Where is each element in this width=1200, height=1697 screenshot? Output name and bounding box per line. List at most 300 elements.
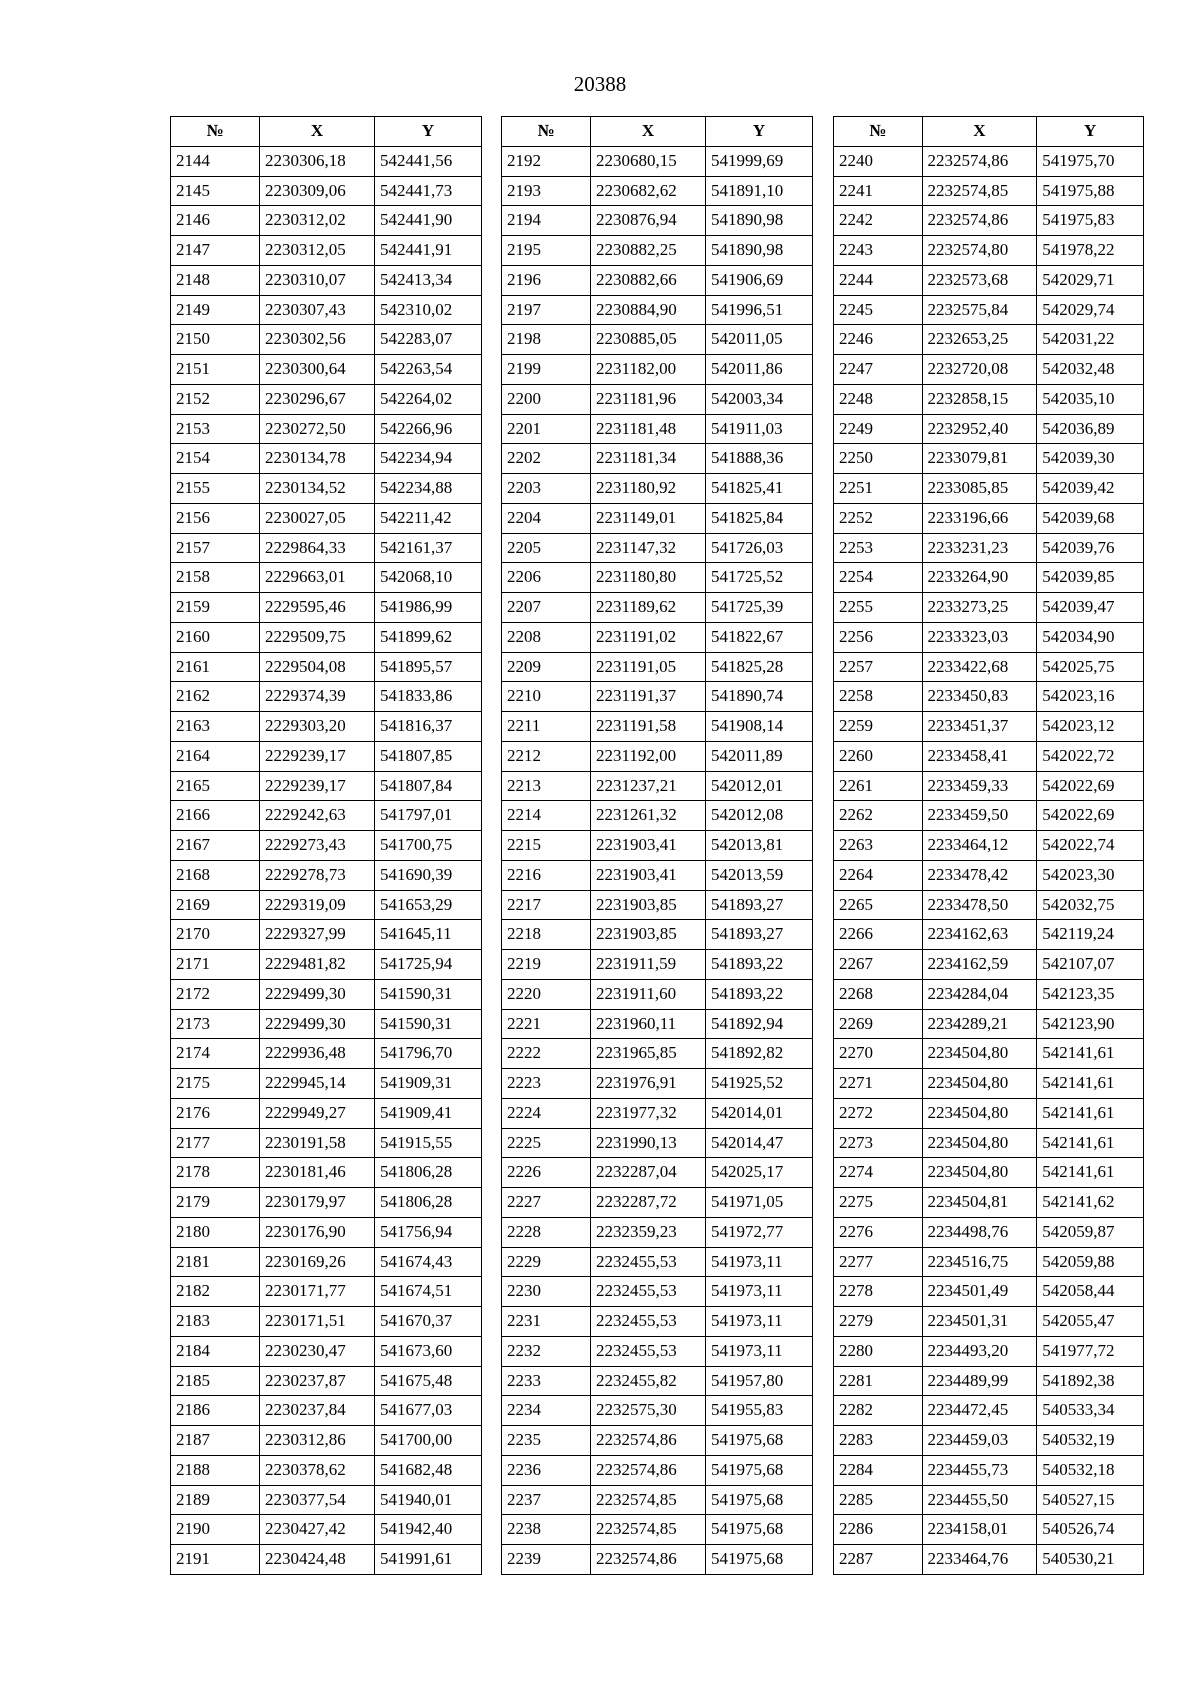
y-coordinate: 542023,30 (1037, 860, 1144, 890)
x-coordinate: 2231180,80 (591, 563, 706, 593)
point-number: 2272 (834, 1098, 923, 1128)
table-row (834, 1307, 1144, 1337)
table-row (502, 1336, 813, 1366)
table-row (502, 682, 813, 712)
table-row (834, 146, 1144, 176)
y-coordinate: 542266,96 (375, 414, 482, 444)
coordinate-table-1 (170, 116, 482, 1575)
point-number: 2227 (502, 1188, 591, 1218)
x-coordinate: 2231977,32 (591, 1098, 706, 1128)
table-row (502, 741, 813, 771)
table-row (502, 444, 813, 474)
point-number: 2244 (834, 265, 923, 295)
y-coordinate: 542011,86 (706, 355, 813, 385)
x-coordinate: 2234504,80 (922, 1039, 1037, 1069)
point-number: 2149 (171, 295, 260, 325)
table-row (171, 652, 482, 682)
y-coordinate: 542012,08 (706, 801, 813, 831)
table-row (171, 236, 482, 266)
table-row (502, 1009, 813, 1039)
table-row (171, 741, 482, 771)
x-coordinate: 2232455,53 (591, 1336, 706, 1366)
table-row (502, 593, 813, 623)
point-number: 2280 (834, 1336, 923, 1366)
y-coordinate: 542011,89 (706, 741, 813, 771)
table-row (502, 236, 813, 266)
point-number: 2153 (171, 414, 260, 444)
table-row (834, 1247, 1144, 1277)
header-row (171, 117, 482, 147)
coordinate-table-3 (833, 116, 1144, 1575)
y-coordinate: 541890,74 (706, 682, 813, 712)
y-coordinate: 541645,11 (375, 920, 482, 950)
point-number: 2188 (171, 1455, 260, 1485)
x-coordinate: 2232858,15 (922, 384, 1037, 414)
x-coordinate: 2231911,59 (591, 950, 706, 980)
x-coordinate: 2233196,66 (922, 503, 1037, 533)
table-row (834, 503, 1144, 533)
point-number: 2242 (834, 206, 923, 236)
table-row (834, 1515, 1144, 1545)
y-coordinate: 542014,01 (706, 1098, 813, 1128)
y-coordinate: 542441,56 (375, 146, 482, 176)
point-number: 2183 (171, 1307, 260, 1337)
x-coordinate: 2229242,63 (260, 801, 375, 831)
x-coordinate: 2229504,08 (260, 652, 375, 682)
coordinate-tables (170, 116, 1144, 1568)
y-coordinate: 542012,01 (706, 771, 813, 801)
y-coordinate: 541833,86 (375, 682, 482, 712)
table-row (171, 1247, 482, 1277)
point-number: 2271 (834, 1069, 923, 1099)
point-number: 2246 (834, 325, 923, 355)
point-number: 2199 (502, 355, 591, 385)
table-row (171, 265, 482, 295)
column-header-number: № (502, 117, 591, 147)
x-coordinate: 2231149,01 (591, 503, 706, 533)
table-row (834, 444, 1144, 474)
x-coordinate: 2234504,80 (922, 1128, 1037, 1158)
point-number: 2284 (834, 1455, 923, 1485)
y-coordinate: 542141,61 (1037, 1069, 1144, 1099)
y-coordinate: 542055,47 (1037, 1307, 1144, 1337)
point-number: 2170 (171, 920, 260, 950)
y-coordinate: 541726,03 (706, 533, 813, 563)
y-coordinate: 542013,81 (706, 831, 813, 861)
y-coordinate: 542441,90 (375, 206, 482, 236)
table-row (834, 1098, 1144, 1128)
x-coordinate: 2229273,43 (260, 831, 375, 861)
x-coordinate: 2229864,33 (260, 533, 375, 563)
table-row (834, 206, 1144, 236)
y-coordinate: 541971,05 (706, 1188, 813, 1218)
point-number: 2267 (834, 950, 923, 980)
x-coordinate: 2233079,81 (922, 444, 1037, 474)
table-row (502, 1485, 813, 1515)
table-row (502, 950, 813, 980)
table-row (171, 1128, 482, 1158)
y-coordinate: 541725,52 (706, 563, 813, 593)
point-number: 2286 (834, 1515, 923, 1545)
x-coordinate: 2232653,25 (922, 325, 1037, 355)
point-number: 2252 (834, 503, 923, 533)
x-coordinate: 2232575,30 (591, 1396, 706, 1426)
x-coordinate: 2234162,63 (922, 920, 1037, 950)
x-coordinate: 2231903,41 (591, 860, 706, 890)
y-coordinate: 541822,67 (706, 622, 813, 652)
table-row (502, 1098, 813, 1128)
point-number: 2251 (834, 474, 923, 504)
y-coordinate: 541893,22 (706, 979, 813, 1009)
x-coordinate: 2234158,01 (922, 1515, 1037, 1545)
point-number: 2203 (502, 474, 591, 504)
x-coordinate: 2232720,08 (922, 355, 1037, 385)
table-row (834, 325, 1144, 355)
y-coordinate: 542029,71 (1037, 265, 1144, 295)
point-number: 2163 (171, 712, 260, 742)
table-row (834, 1069, 1144, 1099)
point-number: 2180 (171, 1217, 260, 1247)
column-header-number: № (834, 117, 923, 147)
x-coordinate: 2232574,86 (591, 1545, 706, 1575)
table-row (502, 622, 813, 652)
point-number: 2259 (834, 712, 923, 742)
point-number: 2278 (834, 1277, 923, 1307)
point-number: 2273 (834, 1128, 923, 1158)
x-coordinate: 2233478,42 (922, 860, 1037, 890)
y-coordinate: 542034,90 (1037, 622, 1144, 652)
y-coordinate: 541807,85 (375, 741, 482, 771)
table-row (171, 384, 482, 414)
table-row (834, 1277, 1144, 1307)
y-coordinate: 541825,41 (706, 474, 813, 504)
x-coordinate: 2232574,86 (922, 146, 1037, 176)
y-coordinate: 541957,80 (706, 1366, 813, 1396)
x-coordinate: 2231181,34 (591, 444, 706, 474)
table-row (171, 1188, 482, 1218)
x-coordinate: 2234489,99 (922, 1366, 1037, 1396)
x-coordinate: 2234455,73 (922, 1455, 1037, 1485)
y-coordinate: 541825,28 (706, 652, 813, 682)
table-row (502, 206, 813, 236)
table-row (834, 1426, 1144, 1456)
y-coordinate: 540533,34 (1037, 1396, 1144, 1426)
x-coordinate: 2231180,92 (591, 474, 706, 504)
x-coordinate: 2232574,86 (591, 1426, 706, 1456)
x-coordinate: 2230312,86 (260, 1426, 375, 1456)
point-number: 2237 (502, 1485, 591, 1515)
table-row (834, 295, 1144, 325)
point-number: 2192 (502, 146, 591, 176)
x-coordinate: 2233451,37 (922, 712, 1037, 742)
table-row (834, 712, 1144, 742)
table-row (171, 563, 482, 593)
y-coordinate: 541891,10 (706, 176, 813, 206)
y-coordinate: 541975,70 (1037, 146, 1144, 176)
table-row (834, 1128, 1144, 1158)
y-coordinate: 542263,54 (375, 355, 482, 385)
point-number: 2169 (171, 890, 260, 920)
table-row (171, 1307, 482, 1337)
table-row (171, 1485, 482, 1515)
point-number: 2216 (502, 860, 591, 890)
y-coordinate: 541911,03 (706, 414, 813, 444)
table-row (502, 1039, 813, 1069)
y-coordinate: 540527,15 (1037, 1485, 1144, 1515)
point-number: 2167 (171, 831, 260, 861)
point-number: 2281 (834, 1366, 923, 1396)
y-coordinate: 541908,14 (706, 712, 813, 742)
point-number: 2208 (502, 622, 591, 652)
x-coordinate: 2232574,85 (922, 176, 1037, 206)
y-coordinate: 541890,98 (706, 236, 813, 266)
x-coordinate: 2234493,20 (922, 1336, 1037, 1366)
point-number: 2268 (834, 979, 923, 1009)
point-number: 2257 (834, 652, 923, 682)
y-coordinate: 541690,39 (375, 860, 482, 890)
point-number: 2279 (834, 1307, 923, 1337)
y-coordinate: 541700,75 (375, 831, 482, 861)
x-coordinate: 2234162,59 (922, 950, 1037, 980)
table-row (502, 920, 813, 950)
table-row (834, 1366, 1144, 1396)
x-coordinate: 2234501,31 (922, 1307, 1037, 1337)
point-number: 2287 (834, 1545, 923, 1575)
y-coordinate: 541700,00 (375, 1426, 482, 1456)
x-coordinate: 2231965,85 (591, 1039, 706, 1069)
y-coordinate: 542058,44 (1037, 1277, 1144, 1307)
table-row (171, 295, 482, 325)
point-number: 2240 (834, 146, 923, 176)
x-coordinate: 2229327,99 (260, 920, 375, 950)
x-coordinate: 2231237,21 (591, 771, 706, 801)
y-coordinate: 541973,11 (706, 1247, 813, 1277)
y-coordinate: 541816,37 (375, 712, 482, 742)
table-row (502, 1396, 813, 1426)
y-coordinate: 542059,88 (1037, 1247, 1144, 1277)
table-row (171, 622, 482, 652)
table-row (171, 146, 482, 176)
x-coordinate: 2230885,05 (591, 325, 706, 355)
table-row (834, 1188, 1144, 1218)
x-coordinate: 2230377,54 (260, 1485, 375, 1515)
y-coordinate: 541909,31 (375, 1069, 482, 1099)
point-number: 2269 (834, 1009, 923, 1039)
point-number: 2206 (502, 563, 591, 593)
table-row (171, 1039, 482, 1069)
point-number: 2258 (834, 682, 923, 712)
y-coordinate: 542013,59 (706, 860, 813, 890)
point-number: 2232 (502, 1336, 591, 1366)
y-coordinate: 541999,69 (706, 146, 813, 176)
y-coordinate: 541892,38 (1037, 1366, 1144, 1396)
x-coordinate: 2231990,13 (591, 1128, 706, 1158)
y-coordinate: 541895,57 (375, 652, 482, 682)
y-coordinate: 541991,61 (375, 1545, 482, 1575)
y-coordinate: 541975,68 (706, 1426, 813, 1456)
x-coordinate: 2229278,73 (260, 860, 375, 890)
point-number: 2262 (834, 801, 923, 831)
y-coordinate: 542413,34 (375, 265, 482, 295)
table-row (834, 890, 1144, 920)
y-coordinate: 541892,94 (706, 1009, 813, 1039)
point-number: 2276 (834, 1217, 923, 1247)
x-coordinate: 2230302,56 (260, 325, 375, 355)
x-coordinate: 2230272,50 (260, 414, 375, 444)
x-coordinate: 2232952,40 (922, 414, 1037, 444)
y-coordinate: 542059,87 (1037, 1217, 1144, 1247)
y-coordinate: 541806,28 (375, 1158, 482, 1188)
y-coordinate: 541673,60 (375, 1336, 482, 1366)
y-coordinate: 542107,07 (1037, 950, 1144, 980)
y-coordinate: 541975,68 (706, 1515, 813, 1545)
x-coordinate: 2234516,75 (922, 1247, 1037, 1277)
y-coordinate: 540526,74 (1037, 1515, 1144, 1545)
table-row (502, 1366, 813, 1396)
x-coordinate: 2231903,85 (591, 890, 706, 920)
point-number: 2209 (502, 652, 591, 682)
x-coordinate: 2230307,43 (260, 295, 375, 325)
y-coordinate: 540530,21 (1037, 1545, 1144, 1575)
table-row (834, 920, 1144, 950)
table-row (834, 1217, 1144, 1247)
y-coordinate: 542141,61 (1037, 1039, 1144, 1069)
point-number: 2205 (502, 533, 591, 563)
point-number: 2277 (834, 1247, 923, 1277)
point-number: 2282 (834, 1396, 923, 1426)
y-coordinate: 542161,37 (375, 533, 482, 563)
table-row (834, 265, 1144, 295)
x-coordinate: 2232574,85 (591, 1485, 706, 1515)
point-number: 2174 (171, 1039, 260, 1069)
point-number: 2182 (171, 1277, 260, 1307)
table-row (834, 236, 1144, 266)
point-number: 2195 (502, 236, 591, 266)
table-row (834, 979, 1144, 1009)
y-coordinate: 542211,42 (375, 503, 482, 533)
x-coordinate: 2234472,45 (922, 1396, 1037, 1426)
table-row (502, 1069, 813, 1099)
point-number: 2194 (502, 206, 591, 236)
x-coordinate: 2229303,20 (260, 712, 375, 742)
y-coordinate: 541975,88 (1037, 176, 1144, 206)
table-row (834, 355, 1144, 385)
table-row (171, 860, 482, 890)
table-row (502, 771, 813, 801)
table-row (834, 1485, 1144, 1515)
table-row (834, 414, 1144, 444)
y-coordinate: 541725,94 (375, 950, 482, 980)
y-coordinate: 542029,74 (1037, 295, 1144, 325)
y-coordinate: 541975,68 (706, 1485, 813, 1515)
point-number: 2266 (834, 920, 923, 950)
x-coordinate: 2232574,86 (922, 206, 1037, 236)
point-number: 2250 (834, 444, 923, 474)
table-row (834, 741, 1144, 771)
y-coordinate: 542141,61 (1037, 1098, 1144, 1128)
x-coordinate: 2233459,33 (922, 771, 1037, 801)
point-number: 2187 (171, 1426, 260, 1456)
x-coordinate: 2233464,12 (922, 831, 1037, 861)
x-coordinate: 2229949,27 (260, 1098, 375, 1128)
table-row (502, 355, 813, 385)
y-coordinate: 542141,62 (1037, 1188, 1144, 1218)
table-row (502, 1515, 813, 1545)
point-number: 2166 (171, 801, 260, 831)
y-coordinate: 542023,16 (1037, 682, 1144, 712)
point-number: 2230 (502, 1277, 591, 1307)
header-row (502, 117, 813, 147)
y-coordinate: 540532,18 (1037, 1455, 1144, 1485)
y-coordinate: 541725,39 (706, 593, 813, 623)
y-coordinate: 542039,85 (1037, 563, 1144, 593)
point-number: 2184 (171, 1336, 260, 1366)
point-number: 2218 (502, 920, 591, 950)
point-number: 2181 (171, 1247, 260, 1277)
x-coordinate: 2230884,90 (591, 295, 706, 325)
x-coordinate: 2231191,05 (591, 652, 706, 682)
y-coordinate: 542025,75 (1037, 652, 1144, 682)
point-number: 2155 (171, 474, 260, 504)
table-row (502, 979, 813, 1009)
point-number: 2151 (171, 355, 260, 385)
y-coordinate: 541892,82 (706, 1039, 813, 1069)
table-row (502, 1217, 813, 1247)
x-coordinate: 2230179,97 (260, 1188, 375, 1218)
y-coordinate: 542036,89 (1037, 414, 1144, 444)
x-coordinate: 2229374,39 (260, 682, 375, 712)
point-number: 2159 (171, 593, 260, 623)
table-row (171, 1426, 482, 1456)
x-coordinate: 2231181,96 (591, 384, 706, 414)
point-number: 2274 (834, 1158, 923, 1188)
table-row (834, 1039, 1144, 1069)
point-number: 2173 (171, 1009, 260, 1039)
x-coordinate: 2233264,90 (922, 563, 1037, 593)
x-coordinate: 2231976,91 (591, 1069, 706, 1099)
x-coordinate: 2233273,25 (922, 593, 1037, 623)
x-coordinate: 2230310,07 (260, 265, 375, 295)
point-number: 2191 (171, 1545, 260, 1575)
table-row (171, 206, 482, 236)
point-number: 2228 (502, 1217, 591, 1247)
table-row (502, 265, 813, 295)
y-coordinate: 542310,02 (375, 295, 482, 325)
point-number: 2275 (834, 1188, 923, 1218)
table-row (502, 1277, 813, 1307)
table-row (502, 831, 813, 861)
table-row (171, 1366, 482, 1396)
table-row (502, 295, 813, 325)
point-number: 2221 (502, 1009, 591, 1039)
y-coordinate: 542039,68 (1037, 503, 1144, 533)
x-coordinate: 2231192,00 (591, 741, 706, 771)
table-row (502, 1307, 813, 1337)
x-coordinate: 2230424,48 (260, 1545, 375, 1575)
y-coordinate: 542039,47 (1037, 593, 1144, 623)
y-coordinate: 541906,69 (706, 265, 813, 295)
x-coordinate: 2234504,80 (922, 1098, 1037, 1128)
table-row (171, 325, 482, 355)
x-coordinate: 2234498,76 (922, 1217, 1037, 1247)
x-coordinate: 2230237,84 (260, 1396, 375, 1426)
table-row (834, 384, 1144, 414)
point-number: 2229 (502, 1247, 591, 1277)
x-coordinate: 2231903,41 (591, 831, 706, 861)
x-coordinate: 2234455,50 (922, 1485, 1037, 1515)
y-coordinate: 542234,88 (375, 474, 482, 504)
table-row (834, 563, 1144, 593)
